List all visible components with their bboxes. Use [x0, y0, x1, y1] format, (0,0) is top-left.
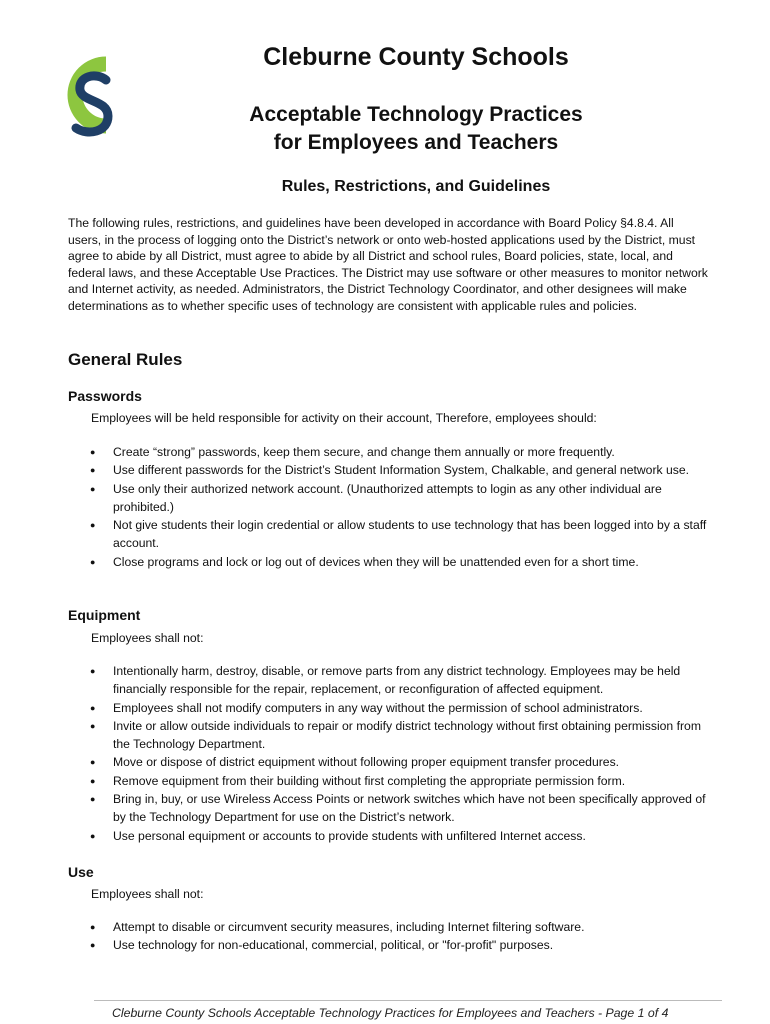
passwords-list	[90, 443, 710, 571]
use-lead: Employees shall not:	[91, 887, 204, 901]
list-item: ● Invite or allow outside individuals to repair or modify district technology without first obtaining permission from the Technology Department.	[90, 717, 710, 754]
list-item: ● Bring in, buy, or use Wireless Access Points or network switches which have not been specifically approved of by the Technology Department for use on the District’s network.	[90, 790, 710, 827]
list-item: ● Employees shall not modify computers in any way without the permission of school administrators.	[90, 699, 710, 717]
list-item: ● Not give students their login credential or allow students to use technology that has been logged into by a staff account.	[90, 516, 710, 553]
list-item: ● Use technology for non-educational, commercial, political, or "for-profit" purposes.	[90, 936, 710, 954]
equipment-lead: Employees shall not:	[91, 631, 204, 645]
district-logo	[48, 50, 120, 146]
passwords-heading: Passwords	[68, 388, 142, 404]
document-title-line-2: for Employees and Teachers	[273, 131, 559, 154]
page-footer: Cleburne County Schools Acceptable Technology Practices for Employees and Teachers - Page 1 of 4	[112, 1006, 669, 1020]
document-title	[200, 101, 632, 157]
list-item: ● Close programs and lock or log out of devices when they will be unattended even for a short time.	[90, 553, 710, 571]
list-item: ● Create “strong” passwords, keep them secure, and change them annually or more frequently.	[90, 443, 710, 461]
general-rules-heading: General Rules	[68, 350, 183, 369]
document-title-line-1: Acceptable Technology Practices	[249, 103, 583, 126]
list-item: ● Attempt to disable or circumvent security measures, including Internet filtering software.	[90, 918, 710, 936]
use-heading: Use	[68, 864, 94, 880]
list-item: ● Use only their authorized network account. (Unauthorized attempts to login as any other individual are prohibited.)	[90, 480, 710, 517]
list-item: ● Intentionally harm, destroy, disable, or remove parts from any district technology. Employees may be held financially responsible for the repair, replacement, or reconfiguration of affected equipment.	[90, 662, 710, 699]
passwords-lead: Employees will be held responsible for activity on their account, Therefore, employees should:	[91, 411, 597, 425]
equipment-list	[90, 662, 710, 845]
list-item: ● Use different passwords for the District’s Student Information System, Chalkable, and general network use.	[90, 461, 710, 479]
intro-paragraph: The following rules, restrictions, and guidelines have been developed in accordance with Board Policy §4.8.4. All users, in the process of logging onto the District’s network or onto web-hosted applications used by the District, must agree to abide by all District, must agree to abide by all District and school rules, Board policies, state, local, and federal laws, and these Acceptable Use Practices. The District may use software or other measures to monitor network and Internet activity, as needed. Administrators, the District Technology Coordinator, and other designees will make determinations as to whether specific uses of technology are consistent with applicable rules and policies.	[68, 216, 708, 313]
org-title: Cleburne County Schools	[263, 43, 569, 71]
equipment-heading: Equipment	[68, 607, 141, 623]
footer-divider	[94, 1000, 722, 1001]
list-item: ● Remove equipment from their building without first completing the appropriate permission form.	[90, 772, 710, 790]
section-subtitle: Rules, Restrictions, and Guidelines	[281, 178, 551, 195]
list-item: ● Move or dispose of district equipment without following proper equipment transfer procedures.	[90, 753, 710, 771]
use-list	[90, 918, 710, 955]
list-item: ● Use personal equipment or accounts to provide students with unfiltered Internet access.	[90, 827, 710, 845]
